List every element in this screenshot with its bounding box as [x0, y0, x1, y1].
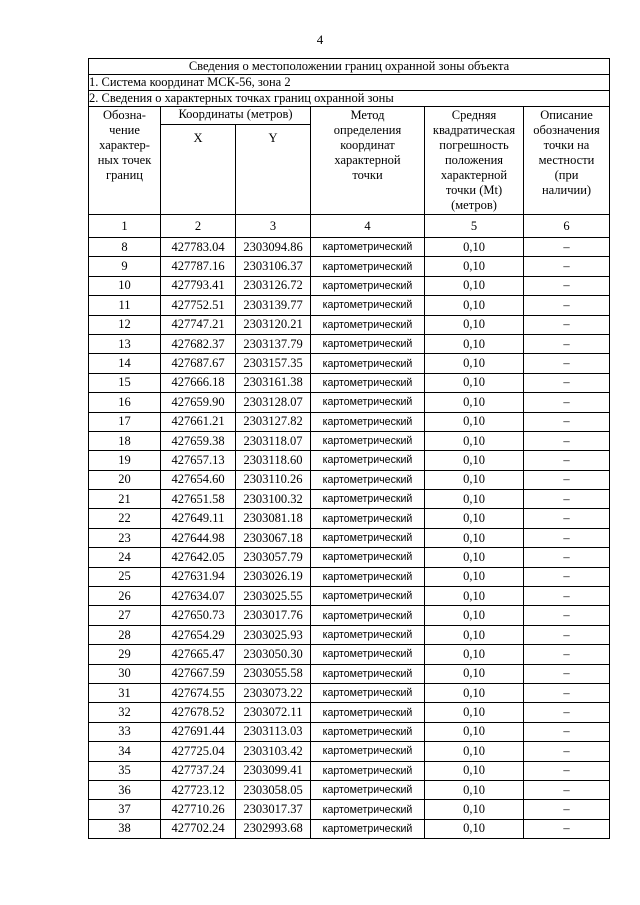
point-number-cell: 35: [89, 761, 161, 780]
y-coordinate-cell: 2303094.86: [236, 238, 311, 257]
point-number-cell: 25: [89, 567, 161, 586]
accuracy-cell: 0,10: [425, 703, 524, 722]
point-number-cell: 26: [89, 587, 161, 606]
description-cell: –: [524, 490, 610, 509]
header-point-designation-text: Обозна- чение характер- ных точек границ: [97, 108, 152, 182]
method-cell: картометрический: [311, 451, 425, 470]
method-cell: картометрический: [311, 645, 425, 664]
table-row: [89, 780, 610, 799]
header-accuracy-text: Средняя квадратическая погрешность положения характерной точки (Mt) (метров): [432, 108, 516, 212]
x-coordinate-cell: 427747.21: [161, 315, 236, 334]
point-number-cell: 34: [89, 742, 161, 761]
x-coordinate-cell: 427752.51: [161, 296, 236, 315]
method-cell: картометрический: [311, 334, 425, 353]
method-cell: картометрический: [311, 238, 425, 257]
header-point-designation: [89, 107, 161, 215]
point-number-cell: 29: [89, 645, 161, 664]
x-coordinate-cell: 427644.98: [161, 528, 236, 547]
description-cell: –: [524, 334, 610, 353]
header-x-text: X: [193, 131, 203, 145]
point-number-cell: 8: [89, 238, 161, 257]
accuracy-cell: 0,10: [425, 587, 524, 606]
y-coordinate-cell: 2303113.03: [236, 722, 311, 741]
page-number: 4: [316, 32, 324, 47]
y-coordinate-cell: 2303118.60: [236, 451, 311, 470]
table-row: [89, 276, 610, 295]
table-row: [89, 819, 610, 838]
point-number-cell: 16: [89, 393, 161, 412]
method-cell: картометрический: [311, 780, 425, 799]
header-y: [236, 125, 311, 215]
y-coordinate-cell: 2302993.68: [236, 819, 311, 838]
table-row: [89, 587, 610, 606]
point-number-cell: 31: [89, 683, 161, 702]
table-row: [89, 703, 610, 722]
table-row: [89, 800, 610, 819]
x-coordinate-cell: 427650.73: [161, 606, 236, 625]
x-coordinate-cell: 427631.94: [161, 567, 236, 586]
method-cell: картометрический: [311, 315, 425, 334]
x-coordinate-cell: 427665.47: [161, 645, 236, 664]
x-coordinate-cell: 427710.26: [161, 800, 236, 819]
method-cell: картометрический: [311, 528, 425, 547]
table-row: [89, 238, 610, 257]
x-coordinate-cell: 427737.24: [161, 761, 236, 780]
point-number-cell: 33: [89, 722, 161, 741]
method-cell: картометрический: [311, 742, 425, 761]
point-number-cell: 23: [89, 528, 161, 547]
description-cell: –: [524, 567, 610, 586]
table-row: [89, 645, 610, 664]
accuracy-cell: 0,10: [425, 431, 524, 450]
y-coordinate-cell: 2303017.37: [236, 800, 311, 819]
description-cell: –: [524, 509, 610, 528]
x-coordinate-cell: 427649.11: [161, 509, 236, 528]
description-cell: –: [524, 354, 610, 373]
method-cell: картометрический: [311, 393, 425, 412]
description-cell: –: [524, 606, 610, 625]
accuracy-cell: 0,10: [425, 742, 524, 761]
column-number: 6: [524, 215, 610, 238]
accuracy-cell: 0,10: [425, 761, 524, 780]
coordinate-system-line: 1. Система координат МСК-56, зона 2: [89, 75, 610, 91]
description-cell: –: [524, 315, 610, 334]
accuracy-cell: 0,10: [425, 257, 524, 276]
description-cell: –: [524, 819, 610, 838]
method-cell: картометрический: [311, 509, 425, 528]
header-accuracy: [425, 107, 524, 215]
accuracy-cell: 0,10: [425, 780, 524, 799]
accuracy-cell: 0,10: [425, 451, 524, 470]
point-number-cell: 17: [89, 412, 161, 431]
x-coordinate-cell: 427674.55: [161, 683, 236, 702]
point-number-cell: 18: [89, 431, 161, 450]
table-row: [89, 296, 610, 315]
method-cell: картометрический: [311, 606, 425, 625]
x-coordinate-cell: 427691.44: [161, 722, 236, 741]
method-cell: картометрический: [311, 703, 425, 722]
y-coordinate-cell: 2303026.19: [236, 567, 311, 586]
boundary-points-table: [88, 58, 610, 839]
y-coordinate-cell: 2303118.07: [236, 431, 311, 450]
table-row: [89, 567, 610, 586]
y-coordinate-cell: 2303157.35: [236, 354, 311, 373]
accuracy-cell: 0,10: [425, 819, 524, 838]
method-cell: картометрический: [311, 722, 425, 741]
point-number-cell: 11: [89, 296, 161, 315]
y-coordinate-cell: 2303067.18: [236, 528, 311, 547]
point-number-cell: 38: [89, 819, 161, 838]
header-description: [524, 107, 610, 215]
method-cell: картометрический: [311, 257, 425, 276]
table-row: [89, 315, 610, 334]
point-number-cell: 24: [89, 548, 161, 567]
method-cell: картометрический: [311, 664, 425, 683]
point-number-cell: 9: [89, 257, 161, 276]
column-number: 5: [425, 215, 524, 238]
description-cell: –: [524, 373, 610, 392]
point-number-cell: 27: [89, 606, 161, 625]
table-row: [89, 722, 610, 741]
point-number-cell: 14: [89, 354, 161, 373]
description-cell: –: [524, 761, 610, 780]
table-row: [89, 412, 610, 431]
header-description-text: Описание обозначения точки на местности (при наличии): [533, 108, 600, 197]
description-cell: –: [524, 296, 610, 315]
x-coordinate-cell: 427793.41: [161, 276, 236, 295]
table-title: Сведения о местоположении границ охранной зоны объекта: [89, 59, 610, 75]
x-coordinate-cell: 427654.29: [161, 625, 236, 644]
header-x: [161, 125, 236, 215]
table-row: [89, 257, 610, 276]
description-cell: –: [524, 645, 610, 664]
accuracy-cell: 0,10: [425, 645, 524, 664]
point-number-cell: 28: [89, 625, 161, 644]
method-cell: картометрический: [311, 296, 425, 315]
accuracy-cell: 0,10: [425, 722, 524, 741]
accuracy-cell: 0,10: [425, 373, 524, 392]
method-cell: картометрический: [311, 819, 425, 838]
x-coordinate-cell: 427787.16: [161, 257, 236, 276]
accuracy-cell: 0,10: [425, 528, 524, 547]
accuracy-cell: 0,10: [425, 315, 524, 334]
y-coordinate-cell: 2303120.21: [236, 315, 311, 334]
column-numbers-row: [89, 215, 610, 238]
table-row: [89, 470, 610, 489]
method-cell: картометрический: [311, 625, 425, 644]
description-cell: –: [524, 625, 610, 644]
description-cell: –: [524, 722, 610, 741]
y-coordinate-cell: 2303099.41: [236, 761, 311, 780]
accuracy-cell: 0,10: [425, 800, 524, 819]
y-coordinate-cell: 2303161.38: [236, 373, 311, 392]
description-cell: –: [524, 703, 610, 722]
point-number-cell: 20: [89, 470, 161, 489]
y-coordinate-cell: 2303073.22: [236, 683, 311, 702]
y-coordinate-cell: 2303057.79: [236, 548, 311, 567]
description-cell: –: [524, 257, 610, 276]
method-cell: картометрический: [311, 354, 425, 373]
header-method-text: Метод определения координат характерной точки: [333, 108, 402, 182]
description-cell: –: [524, 664, 610, 683]
method-cell: картометрический: [311, 412, 425, 431]
x-coordinate-cell: 427657.13: [161, 451, 236, 470]
method-cell: картометрический: [311, 761, 425, 780]
table-row: [89, 606, 610, 625]
table-row: [89, 490, 610, 509]
accuracy-cell: 0,10: [425, 470, 524, 489]
accuracy-cell: 0,10: [425, 606, 524, 625]
accuracy-cell: 0,10: [425, 276, 524, 295]
table-row: [89, 431, 610, 450]
method-cell: картометрический: [311, 431, 425, 450]
table-row: [89, 451, 610, 470]
method-cell: картометрический: [311, 276, 425, 295]
point-number-cell: 10: [89, 276, 161, 295]
table-row: [89, 683, 610, 702]
column-number: 1: [89, 215, 161, 238]
y-coordinate-cell: 2303055.58: [236, 664, 311, 683]
point-number-cell: 12: [89, 315, 161, 334]
point-number-cell: 37: [89, 800, 161, 819]
point-number-cell: 32: [89, 703, 161, 722]
x-coordinate-cell: 427642.05: [161, 548, 236, 567]
table-row: [89, 509, 610, 528]
x-coordinate-cell: 427651.58: [161, 490, 236, 509]
accuracy-cell: 0,10: [425, 393, 524, 412]
x-coordinate-cell: 427661.21: [161, 412, 236, 431]
point-number-cell: 15: [89, 373, 161, 392]
method-cell: картометрический: [311, 373, 425, 392]
header-coordinates: Координаты (метров): [161, 107, 311, 125]
table-row: [89, 548, 610, 567]
y-coordinate-cell: 2303137.79: [236, 334, 311, 353]
y-coordinate-cell: 2303017.76: [236, 606, 311, 625]
method-cell: картометрический: [311, 548, 425, 567]
y-coordinate-cell: 2303081.18: [236, 509, 311, 528]
y-coordinate-cell: 2303126.72: [236, 276, 311, 295]
y-coordinate-cell: 2303072.11: [236, 703, 311, 722]
description-cell: –: [524, 548, 610, 567]
table-row: [89, 528, 610, 547]
table-row: [89, 664, 610, 683]
method-cell: картометрический: [311, 470, 425, 489]
y-coordinate-cell: 2303110.26: [236, 470, 311, 489]
column-number: 2: [161, 215, 236, 238]
description-cell: –: [524, 528, 610, 547]
method-cell: картометрический: [311, 800, 425, 819]
column-number: 4: [311, 215, 425, 238]
y-coordinate-cell: 2303025.55: [236, 587, 311, 606]
description-cell: –: [524, 393, 610, 412]
x-coordinate-cell: 427666.18: [161, 373, 236, 392]
table-row: [89, 625, 610, 644]
header-method: [311, 107, 425, 215]
y-coordinate-cell: 2303100.32: [236, 490, 311, 509]
column-number: 3: [236, 215, 311, 238]
characteristic-points-heading: 2. Сведения о характерных точках границ охранной зоны: [89, 91, 610, 107]
description-cell: –: [524, 431, 610, 450]
description-cell: –: [524, 276, 610, 295]
x-coordinate-cell: 427659.90: [161, 393, 236, 412]
description-cell: –: [524, 780, 610, 799]
x-coordinate-cell: 427634.07: [161, 587, 236, 606]
table-row: [89, 334, 610, 353]
point-number-cell: 21: [89, 490, 161, 509]
x-coordinate-cell: 427667.59: [161, 664, 236, 683]
description-cell: –: [524, 587, 610, 606]
point-number-cell: 19: [89, 451, 161, 470]
description-cell: –: [524, 742, 610, 761]
description-cell: –: [524, 451, 610, 470]
accuracy-cell: 0,10: [425, 567, 524, 586]
table-row: [89, 393, 610, 412]
x-coordinate-cell: 427687.67: [161, 354, 236, 373]
accuracy-cell: 0,10: [425, 334, 524, 353]
y-coordinate-cell: 2303058.05: [236, 780, 311, 799]
accuracy-cell: 0,10: [425, 354, 524, 373]
accuracy-cell: 0,10: [425, 509, 524, 528]
x-coordinate-cell: 427659.38: [161, 431, 236, 450]
y-coordinate-cell: 2303103.42: [236, 742, 311, 761]
description-cell: –: [524, 238, 610, 257]
table-row: [89, 761, 610, 780]
accuracy-cell: 0,10: [425, 412, 524, 431]
y-coordinate-cell: 2303128.07: [236, 393, 311, 412]
x-coordinate-cell: 427702.24: [161, 819, 236, 838]
table-row: [89, 373, 610, 392]
table-row: [89, 354, 610, 373]
point-number-cell: 22: [89, 509, 161, 528]
accuracy-cell: 0,10: [425, 548, 524, 567]
table-row: [89, 742, 610, 761]
point-number-cell: 30: [89, 664, 161, 683]
y-coordinate-cell: 2303106.37: [236, 257, 311, 276]
description-cell: –: [524, 800, 610, 819]
method-cell: картометрический: [311, 683, 425, 702]
y-coordinate-cell: 2303127.82: [236, 412, 311, 431]
description-cell: –: [524, 470, 610, 489]
accuracy-cell: 0,10: [425, 490, 524, 509]
y-coordinate-cell: 2303050.30: [236, 645, 311, 664]
x-coordinate-cell: 427783.04: [161, 238, 236, 257]
accuracy-cell: 0,10: [425, 683, 524, 702]
y-coordinate-cell: 2303025.93: [236, 625, 311, 644]
accuracy-cell: 0,10: [425, 238, 524, 257]
description-cell: –: [524, 412, 610, 431]
header-y-text: Y: [268, 131, 278, 145]
accuracy-cell: 0,10: [425, 625, 524, 644]
x-coordinate-cell: 427725.04: [161, 742, 236, 761]
x-coordinate-cell: 427682.37: [161, 334, 236, 353]
accuracy-cell: 0,10: [425, 664, 524, 683]
method-cell: картометрический: [311, 587, 425, 606]
method-cell: картометрический: [311, 567, 425, 586]
method-cell: картометрический: [311, 490, 425, 509]
accuracy-cell: 0,10: [425, 296, 524, 315]
y-coordinate-cell: 2303139.77: [236, 296, 311, 315]
x-coordinate-cell: 427678.52: [161, 703, 236, 722]
description-cell: –: [524, 683, 610, 702]
x-coordinate-cell: 427654.60: [161, 470, 236, 489]
point-number-cell: 36: [89, 780, 161, 799]
point-number-cell: 13: [89, 334, 161, 353]
x-coordinate-cell: 427723.12: [161, 780, 236, 799]
